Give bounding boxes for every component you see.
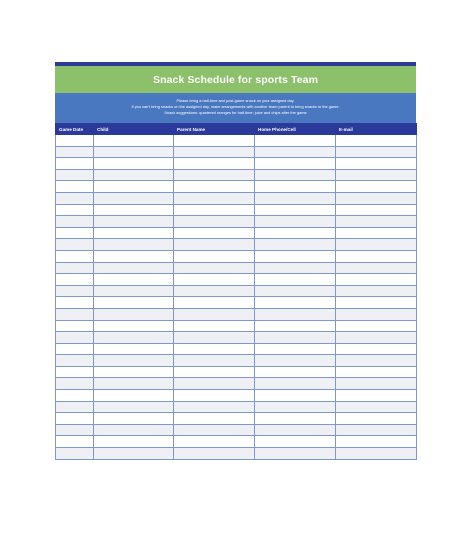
cell-game-date[interactable] xyxy=(56,297,94,309)
cell-parent-name[interactable] xyxy=(174,135,255,147)
title-band xyxy=(55,66,416,93)
table-row xyxy=(56,343,417,355)
cell-home-phone[interactable] xyxy=(255,135,336,147)
cell-home-phone[interactable] xyxy=(255,216,336,228)
cell-parent-name[interactable] xyxy=(174,297,255,309)
cell-email[interactable] xyxy=(336,285,417,297)
column-header-parent-name: Parent Name xyxy=(174,124,255,135)
cell-parent-name[interactable] xyxy=(174,448,255,460)
cell-child[interactable] xyxy=(94,401,174,413)
cell-email[interactable] xyxy=(336,181,417,193)
cell-parent-name[interactable] xyxy=(174,424,255,436)
cell-home-phone[interactable] xyxy=(255,378,336,390)
table-row xyxy=(56,332,417,344)
table-row xyxy=(56,158,417,170)
cell-child[interactable] xyxy=(94,390,174,402)
cell-game-date[interactable] xyxy=(56,262,94,274)
cell-child[interactable] xyxy=(94,308,174,320)
cell-game-date[interactable] xyxy=(56,146,94,158)
instructions-band xyxy=(55,93,416,123)
table-row xyxy=(56,192,417,204)
cell-home-phone[interactable] xyxy=(255,343,336,355)
table-row xyxy=(56,204,417,216)
cell-parent-name[interactable] xyxy=(174,274,255,286)
cell-email[interactable] xyxy=(336,227,417,239)
instruction-line-1: Please bring a half-time and post-game snack on your assigned day. xyxy=(176,98,295,103)
schedule-table xyxy=(55,123,417,460)
cell-home-phone[interactable] xyxy=(255,390,336,402)
cell-child[interactable] xyxy=(94,320,174,332)
column-header-email: E-mail xyxy=(336,124,417,135)
cell-parent-name[interactable] xyxy=(174,355,255,367)
cell-email[interactable] xyxy=(336,239,417,251)
cell-home-phone[interactable] xyxy=(255,158,336,170)
table-row xyxy=(56,424,417,436)
cell-child[interactable] xyxy=(94,297,174,309)
cell-email[interactable] xyxy=(336,448,417,460)
cell-parent-name[interactable] xyxy=(174,216,255,228)
cell-child[interactable] xyxy=(94,355,174,367)
cell-game-date[interactable] xyxy=(56,343,94,355)
table-row xyxy=(56,320,417,332)
cell-child[interactable] xyxy=(94,204,174,216)
cell-parent-name[interactable] xyxy=(174,169,255,181)
cell-game-date[interactable] xyxy=(56,204,94,216)
cell-game-date[interactable] xyxy=(56,239,94,251)
table-row xyxy=(56,216,417,228)
cell-parent-name[interactable] xyxy=(174,227,255,239)
cell-home-phone[interactable] xyxy=(255,169,336,181)
table-row xyxy=(56,285,417,297)
cell-game-date[interactable] xyxy=(56,169,94,181)
cell-home-phone[interactable] xyxy=(255,436,336,448)
cell-home-phone[interactable] xyxy=(255,181,336,193)
cell-child[interactable] xyxy=(94,158,174,170)
column-header-child: Child xyxy=(94,124,174,135)
instruction-line-2: If you can't bring snacks on the assigned day, make arrangements with another team parent to bring snacks to the game. xyxy=(131,103,340,109)
cell-parent-name[interactable] xyxy=(174,366,255,378)
cell-game-date[interactable] xyxy=(56,424,94,436)
cell-home-phone[interactable] xyxy=(255,227,336,239)
cell-parent-name[interactable] xyxy=(174,181,255,193)
cell-game-date[interactable] xyxy=(56,192,94,204)
cell-email[interactable] xyxy=(336,413,417,425)
cell-child[interactable] xyxy=(94,424,174,436)
cell-game-date[interactable] xyxy=(56,135,94,147)
column-header-game-date: Game Date xyxy=(56,124,94,135)
cell-child[interactable] xyxy=(94,192,174,204)
cell-game-date[interactable] xyxy=(56,250,94,262)
cell-child[interactable] xyxy=(94,366,174,378)
snack-schedule-sheet xyxy=(55,62,416,460)
cell-parent-name[interactable] xyxy=(174,436,255,448)
cell-email[interactable] xyxy=(336,262,417,274)
cell-child[interactable] xyxy=(94,378,174,390)
cell-email[interactable] xyxy=(336,436,417,448)
cell-game-date[interactable] xyxy=(56,378,94,390)
cell-game-date[interactable] xyxy=(56,285,94,297)
cell-child[interactable] xyxy=(94,135,174,147)
cell-child[interactable] xyxy=(94,146,174,158)
cell-parent-name[interactable] xyxy=(174,343,255,355)
cell-child[interactable] xyxy=(94,436,174,448)
table-row xyxy=(56,262,417,274)
cell-email[interactable] xyxy=(336,169,417,181)
cell-parent-name[interactable] xyxy=(174,378,255,390)
cell-email[interactable] xyxy=(336,192,417,204)
column-header-home-phone: Home Phone/Cell xyxy=(255,124,336,135)
cell-child[interactable] xyxy=(94,274,174,286)
table-header-row xyxy=(56,124,417,135)
cell-home-phone[interactable] xyxy=(255,320,336,332)
cell-game-date[interactable] xyxy=(56,413,94,425)
table-row xyxy=(56,135,417,147)
cell-child[interactable] xyxy=(94,343,174,355)
cell-home-phone[interactable] xyxy=(255,355,336,367)
cell-game-date[interactable] xyxy=(56,401,94,413)
cell-parent-name[interactable] xyxy=(174,332,255,344)
cell-email[interactable] xyxy=(336,308,417,320)
cell-child[interactable] xyxy=(94,285,174,297)
cell-parent-name[interactable] xyxy=(174,158,255,170)
cell-home-phone[interactable] xyxy=(255,401,336,413)
cell-game-date[interactable] xyxy=(56,320,94,332)
cell-email[interactable] xyxy=(336,332,417,344)
cell-email[interactable] xyxy=(336,274,417,286)
table-row xyxy=(56,250,417,262)
cell-game-date[interactable] xyxy=(56,436,94,448)
cell-game-date[interactable] xyxy=(56,390,94,402)
cell-home-phone[interactable] xyxy=(255,424,336,436)
table-row xyxy=(56,390,417,402)
cell-home-phone[interactable] xyxy=(255,250,336,262)
cell-email[interactable] xyxy=(336,250,417,262)
cell-child[interactable] xyxy=(94,169,174,181)
cell-child[interactable] xyxy=(94,448,174,460)
cell-child[interactable] xyxy=(94,181,174,193)
table-row xyxy=(56,413,417,425)
table-row xyxy=(56,448,417,460)
cell-email[interactable] xyxy=(336,390,417,402)
cell-email[interactable] xyxy=(336,216,417,228)
table-row xyxy=(56,146,417,158)
table-row xyxy=(56,355,417,367)
table-row xyxy=(56,378,417,390)
cell-game-date[interactable] xyxy=(56,308,94,320)
cell-game-date[interactable] xyxy=(56,355,94,367)
cell-home-phone[interactable] xyxy=(255,262,336,274)
table-row xyxy=(56,274,417,286)
cell-home-phone[interactable] xyxy=(255,366,336,378)
table-row xyxy=(56,181,417,193)
cell-email[interactable] xyxy=(336,297,417,309)
cell-email[interactable] xyxy=(336,204,417,216)
cell-parent-name[interactable] xyxy=(174,413,255,425)
cell-home-phone[interactable] xyxy=(255,204,336,216)
table-row xyxy=(56,366,417,378)
cell-parent-name[interactable] xyxy=(174,401,255,413)
cell-home-phone[interactable] xyxy=(255,192,336,204)
cell-home-phone[interactable] xyxy=(255,308,336,320)
cell-game-date[interactable] xyxy=(56,448,94,460)
cell-parent-name[interactable] xyxy=(174,146,255,158)
cell-parent-name[interactable] xyxy=(174,320,255,332)
cell-email[interactable] xyxy=(336,424,417,436)
cell-email[interactable] xyxy=(336,343,417,355)
table-body xyxy=(56,135,417,460)
cell-home-phone[interactable] xyxy=(255,297,336,309)
table-row xyxy=(56,169,417,181)
cell-game-date[interactable] xyxy=(56,216,94,228)
cell-email[interactable] xyxy=(336,378,417,390)
sheet-title: Snack Schedule for sports Team xyxy=(152,73,319,86)
cell-child[interactable] xyxy=(94,332,174,344)
cell-home-phone[interactable] xyxy=(255,274,336,286)
cell-child[interactable] xyxy=(94,227,174,239)
cell-home-phone[interactable] xyxy=(255,146,336,158)
cell-parent-name[interactable] xyxy=(174,204,255,216)
table-row xyxy=(56,401,417,413)
cell-game-date[interactable] xyxy=(56,158,94,170)
cell-child[interactable] xyxy=(94,250,174,262)
table-row xyxy=(56,227,417,239)
cell-game-date[interactable] xyxy=(56,332,94,344)
cell-game-date[interactable] xyxy=(56,274,94,286)
cell-home-phone[interactable] xyxy=(255,332,336,344)
cell-child[interactable] xyxy=(94,262,174,274)
cell-child[interactable] xyxy=(94,216,174,228)
cell-email[interactable] xyxy=(336,366,417,378)
cell-child[interactable] xyxy=(94,239,174,251)
instruction-line-3: Snack suggestions: quartered oranges for half-time; juice and chips after the game xyxy=(164,109,307,115)
cell-game-date[interactable] xyxy=(56,227,94,239)
cell-home-phone[interactable] xyxy=(255,285,336,297)
cell-child[interactable] xyxy=(94,413,174,425)
cell-parent-name[interactable] xyxy=(174,308,255,320)
cell-home-phone[interactable] xyxy=(255,448,336,460)
cell-home-phone[interactable] xyxy=(255,239,336,251)
cell-game-date[interactable] xyxy=(56,366,94,378)
cell-parent-name[interactable] xyxy=(174,250,255,262)
table-row xyxy=(56,436,417,448)
table-row xyxy=(56,297,417,309)
cell-email[interactable] xyxy=(336,355,417,367)
cell-email[interactable] xyxy=(336,135,417,147)
cell-email[interactable] xyxy=(336,401,417,413)
cell-email[interactable] xyxy=(336,158,417,170)
table-row xyxy=(56,308,417,320)
cell-game-date[interactable] xyxy=(56,181,94,193)
cell-email[interactable] xyxy=(336,320,417,332)
cell-home-phone[interactable] xyxy=(255,413,336,425)
cell-email[interactable] xyxy=(336,146,417,158)
cell-parent-name[interactable] xyxy=(174,192,255,204)
table-row xyxy=(56,239,417,251)
cell-parent-name[interactable] xyxy=(174,239,255,251)
cell-parent-name[interactable] xyxy=(174,262,255,274)
cell-parent-name[interactable] xyxy=(174,285,255,297)
cell-parent-name[interactable] xyxy=(174,390,255,402)
